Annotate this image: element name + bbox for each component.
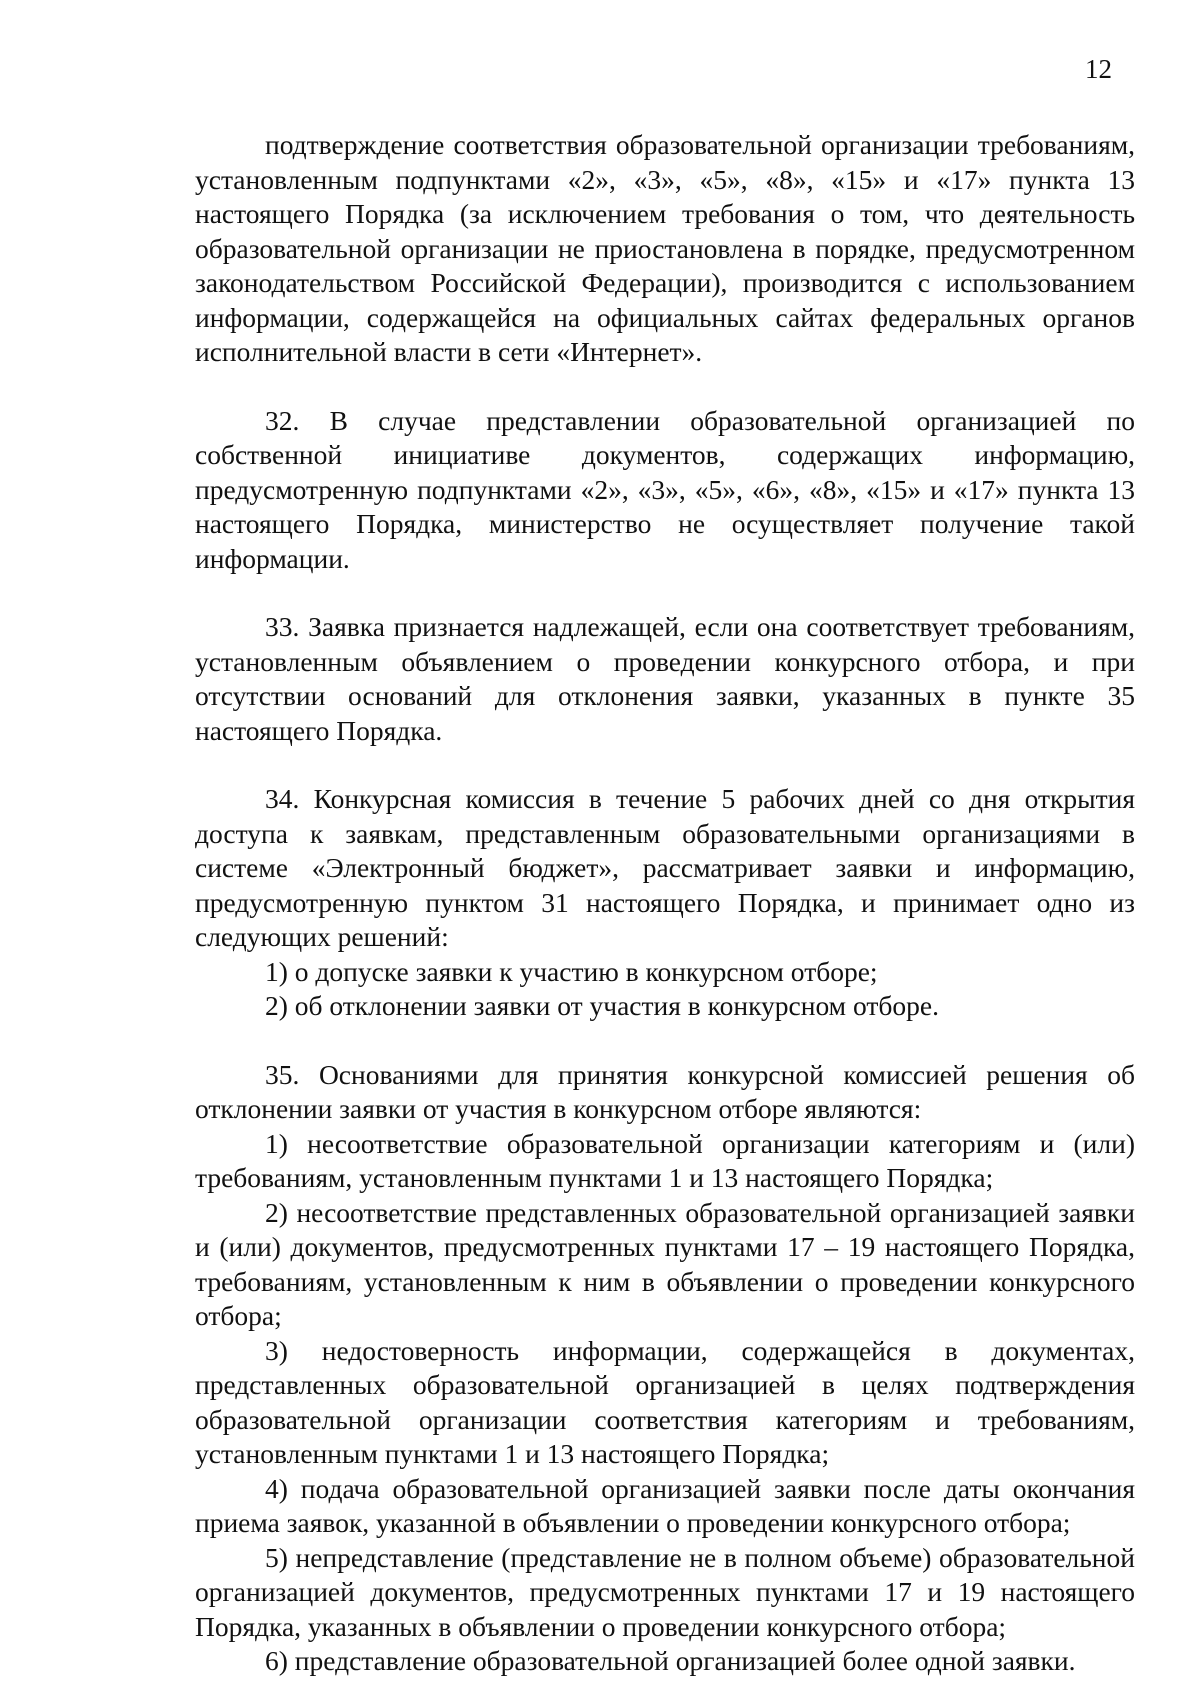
paragraph-gap — [195, 748, 1135, 782]
paragraph-35: 35. Основаниями для принятия конкурсной комиссией решения об отклонении заявки от участия в конкурсном отборе являются: — [195, 1058, 1135, 1124]
paragraph-32: 32. В случае представлении образовательной организацией по собственной инициативе документов, содержащих информацию, предусмотренную подпунктами «2», «3», «5», «6», «8», «15» и «17» пункта 13 настоящего Порядка, министерство не осуществляет получение такой информации. — [195, 404, 1135, 574]
paragraph-35-item-1: 1) несоответствие образовательной организации категориям и (или) требованиям, установленным пунктами 1 и 13 настоящего Порядка; — [195, 1127, 1135, 1193]
paragraph-34-item-2: 2) об отклонении заявки от участия в конкурсном отборе. — [265, 990, 939, 1021]
paragraph-33: 33. Заявка признается надлежащей, если она соответствует требованиям, установленным объявлением о проведении конкурсного отбора, и при отсутствии оснований для отклонения заявки, указанных в пункте 35 настоящего Порядка. — [195, 611, 1135, 746]
paragraph-31-continuation: подтверждение соответствия образовательной организации требованиям, установленным подпунктами «2», «3», «5», «8», «15» и «17» пункта 13 настоящего Порядка (за исключением требования о том, что деятельность образовательной организации не приостановлена в порядке, предусмотренном законодательством Российской Федерации), производится с использованием информации, содержащейся на официальных сайтах федеральных органов исполнительной власти в сети «Интернет». — [195, 129, 1135, 367]
page-number: 12 — [1085, 54, 1112, 84]
paragraph-35-item-4: 4) подача образовательной организацией заявки после даты окончания приема заявок, указанной в объявлении о проведении конкурсного отбора; — [195, 1472, 1135, 1538]
paragraph-gap — [195, 370, 1135, 404]
paragraph-gap — [195, 1024, 1135, 1058]
paragraph-34: 34. Конкурсная комиссия в течение 5 рабочих дней со дня открытия доступа к заявкам, представленным образовательными организациями в системе «Электронный бюджет», рассматривает заявки и информацию, предусмотренную пунктом 31 настоящего Порядка, и принимает одно из следующих решений: — [195, 783, 1135, 952]
paragraph-35-item-2: 2) несоответствие представленных образовательной организацией заявки и (или) документов, предусмотренных пунктами 17 – 19 настоящего Порядка, требованиям, установленным к ним в объявлении о проведении конкурсного отбора; — [195, 1196, 1135, 1331]
document-body — [195, 128, 1135, 1679]
paragraph-gap — [195, 576, 1135, 610]
paragraph-34-item-1: 1) о допуске заявки к участию в конкурсном отборе; — [265, 955, 878, 987]
paragraph-35-item-3: 3) недостоверность информации, содержащейся в документах, представленных образовательной организацией в целях подтверждения образовательной организации соответствия категориям и требованиям, установленным пунктами 1 и 13 настоящего Порядка; — [195, 1334, 1135, 1469]
paragraph-35-item-6: 6) представление образовательной организацией более одной заявки. — [265, 1645, 1076, 1676]
paragraph-35-item-5: 5) непредставление (представление не в полном объеме) образовательной организацией документов, предусмотренных пунктами 17 и 19 настоящего Порядка, указанных в объявлении о проведении конкурсного отбора; — [195, 1541, 1135, 1642]
